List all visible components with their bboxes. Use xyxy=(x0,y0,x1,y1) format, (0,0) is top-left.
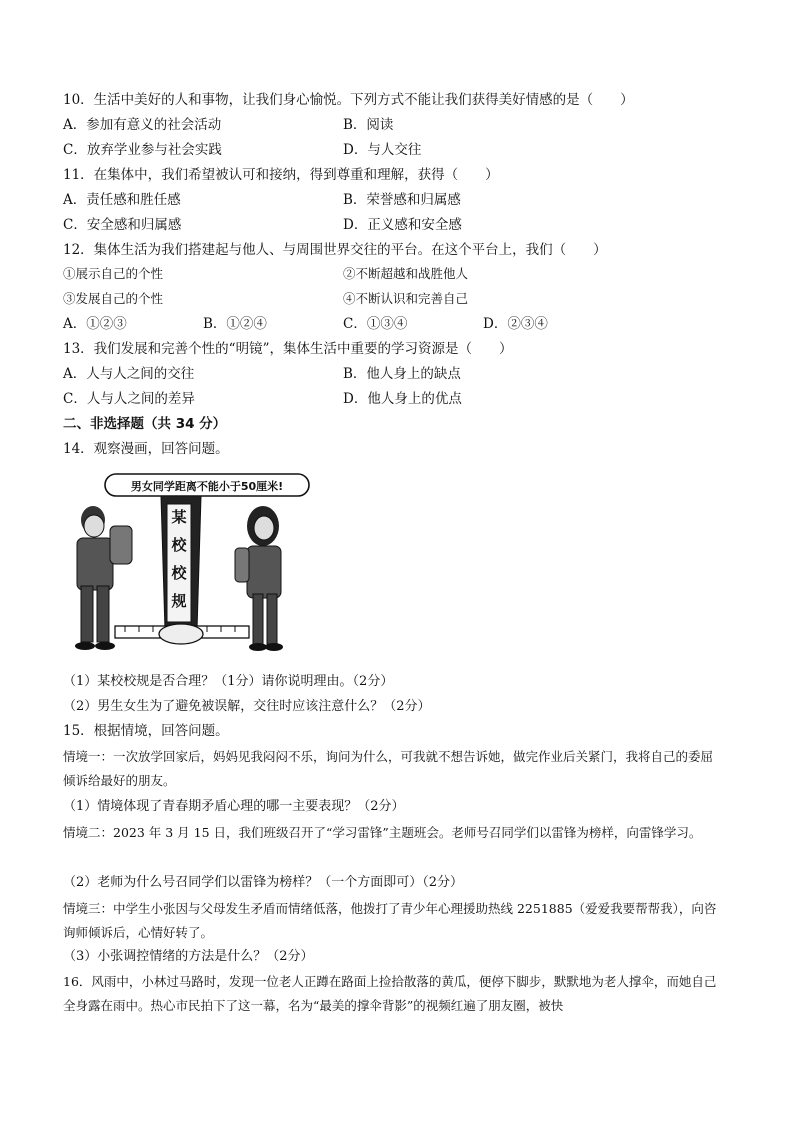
comic-school-rule-sign xyxy=(161,496,201,630)
q11-stem: 11．在集体中，我们希望被认可和接纳，得到尊重和理解，获得（ ） xyxy=(63,167,499,183)
q12-statement-1: ①展示自己的个性 xyxy=(63,266,164,281)
q14-sub2: （2）男生女生为了避免被误解，交往时应该注意什么？（2分） xyxy=(63,699,431,714)
q13-option-b: B．他人身上的缺点 xyxy=(343,366,461,382)
comic-sign-char-1: 某 xyxy=(171,508,187,526)
q13-option-c: C．人与人之间的差异 xyxy=(63,391,195,407)
q12-option-a: A．①②③ xyxy=(63,316,127,332)
q15-situation-1: 情境一：一次放学回家后，妈妈见我闷闷不乐，询问为什么，可我就不想告诉她，做完作业后关紧门，我将自己的委屈倾诉给最好的朋友。 xyxy=(63,749,714,788)
q12-stem: 12．集体生活为我们搭建起与他人、与周围世界交往的平台。在这个平台上，我们（ ） xyxy=(63,242,607,258)
q15-sub3: （3）小张调控情绪的方法是什么？（2分） xyxy=(63,949,314,964)
q14-sub1: （1）某校校规是否合理？（1分）请你说明理由。（2分） xyxy=(63,674,394,689)
q15-stem: 15．根据情境，回答问题。 xyxy=(63,723,229,739)
q10-option-b: B．阅读 xyxy=(343,117,394,133)
comic-banner-text: 男女同学距离不能小于50厘米! xyxy=(130,480,284,493)
q16-text: 16．风雨中，小林过马路时，发现一位老人正蹲在路面上捡拾散落的黄瓜，便停下脚步，默默地为老人撑伞，而她自己全身露在雨中。热心市民拍下了这一幕，名为“最美的撑伞背影”的视频红遍了朋友圈，被快 xyxy=(63,974,717,1013)
q13-stem: 13．我们发展和完善个性的“明镜”，集体生活中重要的学习资源是（ ） xyxy=(63,341,513,357)
q12-statement-2: ②不断超越和战胜他人 xyxy=(343,266,469,281)
q10-option-d: D．与人交往 xyxy=(343,142,422,158)
comic-illustration xyxy=(63,468,313,660)
q12-statement-3: ③发展自己的个性 xyxy=(63,291,164,306)
q11-option-d: D．正义感和安全感 xyxy=(343,217,462,233)
q11-option-b: B．荣誉感和归属感 xyxy=(343,192,461,208)
q14-stem: 14．观察漫画，回答问题。 xyxy=(63,441,229,457)
q12-option-c: C．①③④ xyxy=(343,316,408,332)
q11-option-a: A．责任感和胜任感 xyxy=(63,192,181,208)
section-heading: 二、非选择题（共 34 分） xyxy=(63,416,227,432)
comic-sign-char-3: 校 xyxy=(171,564,187,582)
q10-option-c: C．放弃学业参与社会实践 xyxy=(63,142,222,158)
q13-option-d: D．他人身上的优点 xyxy=(343,391,462,407)
comic-sign-char-4: 规 xyxy=(171,592,187,610)
q15-sub2: （2）老师为什么号召同学们以雷锋为榜样？（一个方面即可）（2分） xyxy=(63,875,464,890)
q10-stem: 10．生活中美好的人和事物，让我们身心愉悦。下列方式不能让我们获得美好情感的是（ ） xyxy=(63,92,634,108)
q11-option-c: C．安全感和归属感 xyxy=(63,217,182,233)
q12-option-b: B．①②④ xyxy=(203,316,267,332)
q15-sub1: （1）情境体现了青春期矛盾心理的哪一主要表现？（2分） xyxy=(63,799,405,814)
q15-situation-3: 情境三：中学生小张因与父母发生矛盾而情绪低落，他拨打了青少年心理援助热线 2251885（爱爱我要帮帮我），向咨询师倾诉后，心情好转了。 xyxy=(63,901,717,940)
q12-option-d: D．②③④ xyxy=(483,316,548,332)
q10-option-a: A．参加有意义的社会活动 xyxy=(63,117,222,133)
comic-ruler xyxy=(115,624,249,644)
comic-sign-char-2: 校 xyxy=(171,536,187,554)
q12-statement-4: ④不断认识和完善自己 xyxy=(343,291,469,306)
q15-situation-2: 情境二：2023 年 3 月 15 日，我们班级召开了“学习雷锋”主题班会。老师号召同学们以雷锋为榜样，向雷锋学习。 xyxy=(63,825,702,840)
q13-option-a: A．人与人之间的交往 xyxy=(63,366,195,382)
